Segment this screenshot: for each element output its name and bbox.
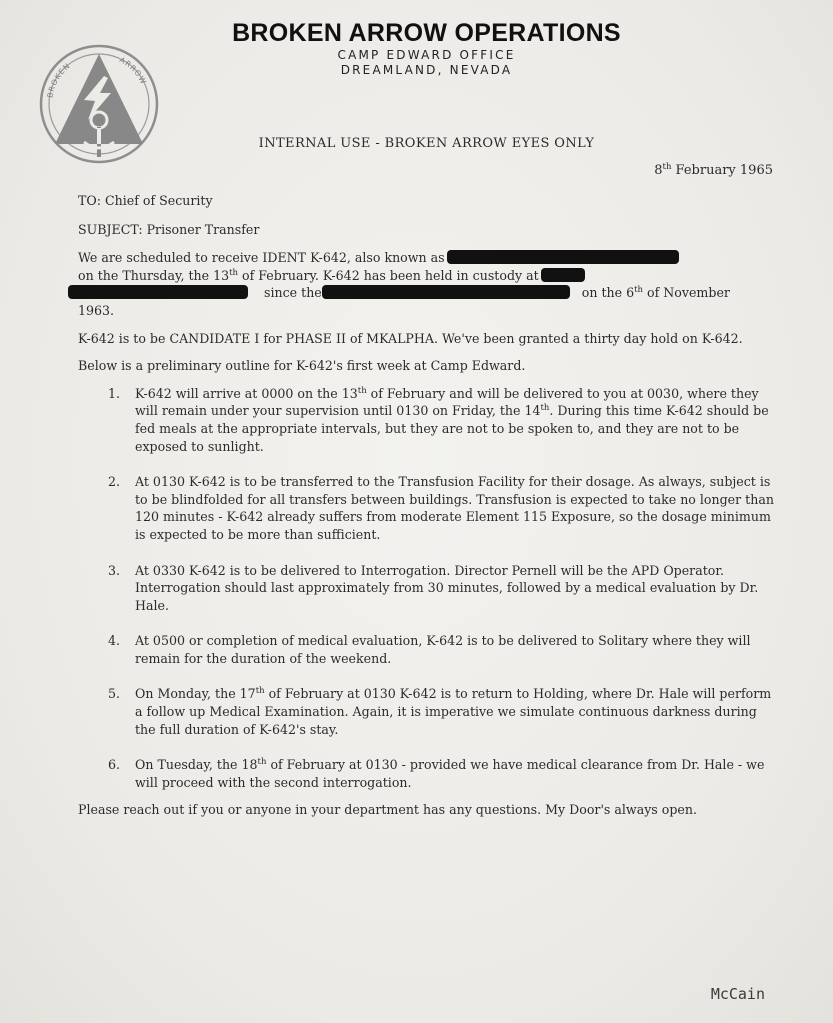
svg-text:BROKEN — [45, 61, 72, 98]
list-item: 1. K-642 will arrive at 0000 on the 13th of February and will be delivered to you at 0030, where they will remain under your supervision until 0130 on Friday, the 14th. During this time K-642 should be fed meals at the appropriate intervals, but they are not to be spoken to, and they are not to be exposed to sunlight. — [108, 385, 769, 454]
subject-line: SUBJECT: Prisoner Transfer — [78, 221, 260, 237]
memo-date: 8th February 1965 — [654, 162, 773, 178]
redaction-bar — [447, 250, 679, 264]
candidate-paragraph: K-642 is to be CANDIDATE I for PHASE II of MKALPHA. We've been granted a thirty day hold on K-642. — [78, 330, 743, 346]
redaction-bar — [68, 285, 248, 299]
svg-text:ARROW — [118, 55, 148, 86]
closing-paragraph: Please reach out if you or anyone in your department has any questions. My Door's always open. — [78, 802, 697, 818]
office-name: CAMP EDWARD OFFICE — [337, 48, 516, 62]
to-line: TO: Chief of Security — [78, 193, 213, 208]
list-item: 3. At 0330 K-642 is to be delivered to Interrogation. Director Pernell will be the APD Operator. Interrogation should last approximately from 30 minutes, followed by a medical evaluation by Dr. Hale. — [108, 562, 759, 613]
redaction-bar — [322, 285, 570, 299]
signature: McCain — [710, 985, 765, 1003]
classification-banner: INTERNAL USE - BROKEN ARROW EYES ONLY — [258, 136, 595, 151]
seal-right-text: ARROW — [118, 55, 149, 87]
seal-top-text: BROKEN — [45, 61, 73, 99]
outline-intro: Below is a preliminary outline for K-642's first week at Camp Edward. — [78, 358, 526, 374]
memo-body — [78, 192, 775, 829]
intro-paragraph: We are scheduled to receive IDENT K-642, also known as on the Thursday, the 13th of February. K-642 has been held in custody at since the on the 6th of November 1963. — [78, 249, 775, 319]
schedule-list — [78, 385, 775, 792]
redaction-bar — [541, 268, 585, 282]
org-name: BROKEN ARROW OPERATIONS — [232, 19, 621, 47]
list-item: 6. On Tuesday, the 18th of February at 0130 - provided we have medical clearance from Dr. Hale - we will proceed with the second interrogation. — [108, 757, 765, 790]
list-item: 2. At 0130 K-642 is to be transferred to the Transfusion Facility for their dosage. As always, subject is to be blindfolded for all transfers between buildings. Transfusion is expected to take no longer than 120 minutes - K-642 already suffers from moderate Element 115 Exposure, so the dosage minimum is expected to be more than sufficient. — [108, 474, 774, 542]
office-location: DREAMLAND, NEVADA — [340, 63, 513, 77]
list-item: 5. On Monday, the 17th of February at 0130 K-642 is to return to Holding, where Dr. Hale will perform a follow up Medical Examination. Again, it is imperative we simulate continuous darkness during the full duration of K-642's stay. — [108, 686, 772, 737]
list-item: 4. At 0500 or completion of medical evaluation, K-642 is to be delivered to Solitary where they will remain for the duration of the weekend. — [108, 633, 751, 666]
